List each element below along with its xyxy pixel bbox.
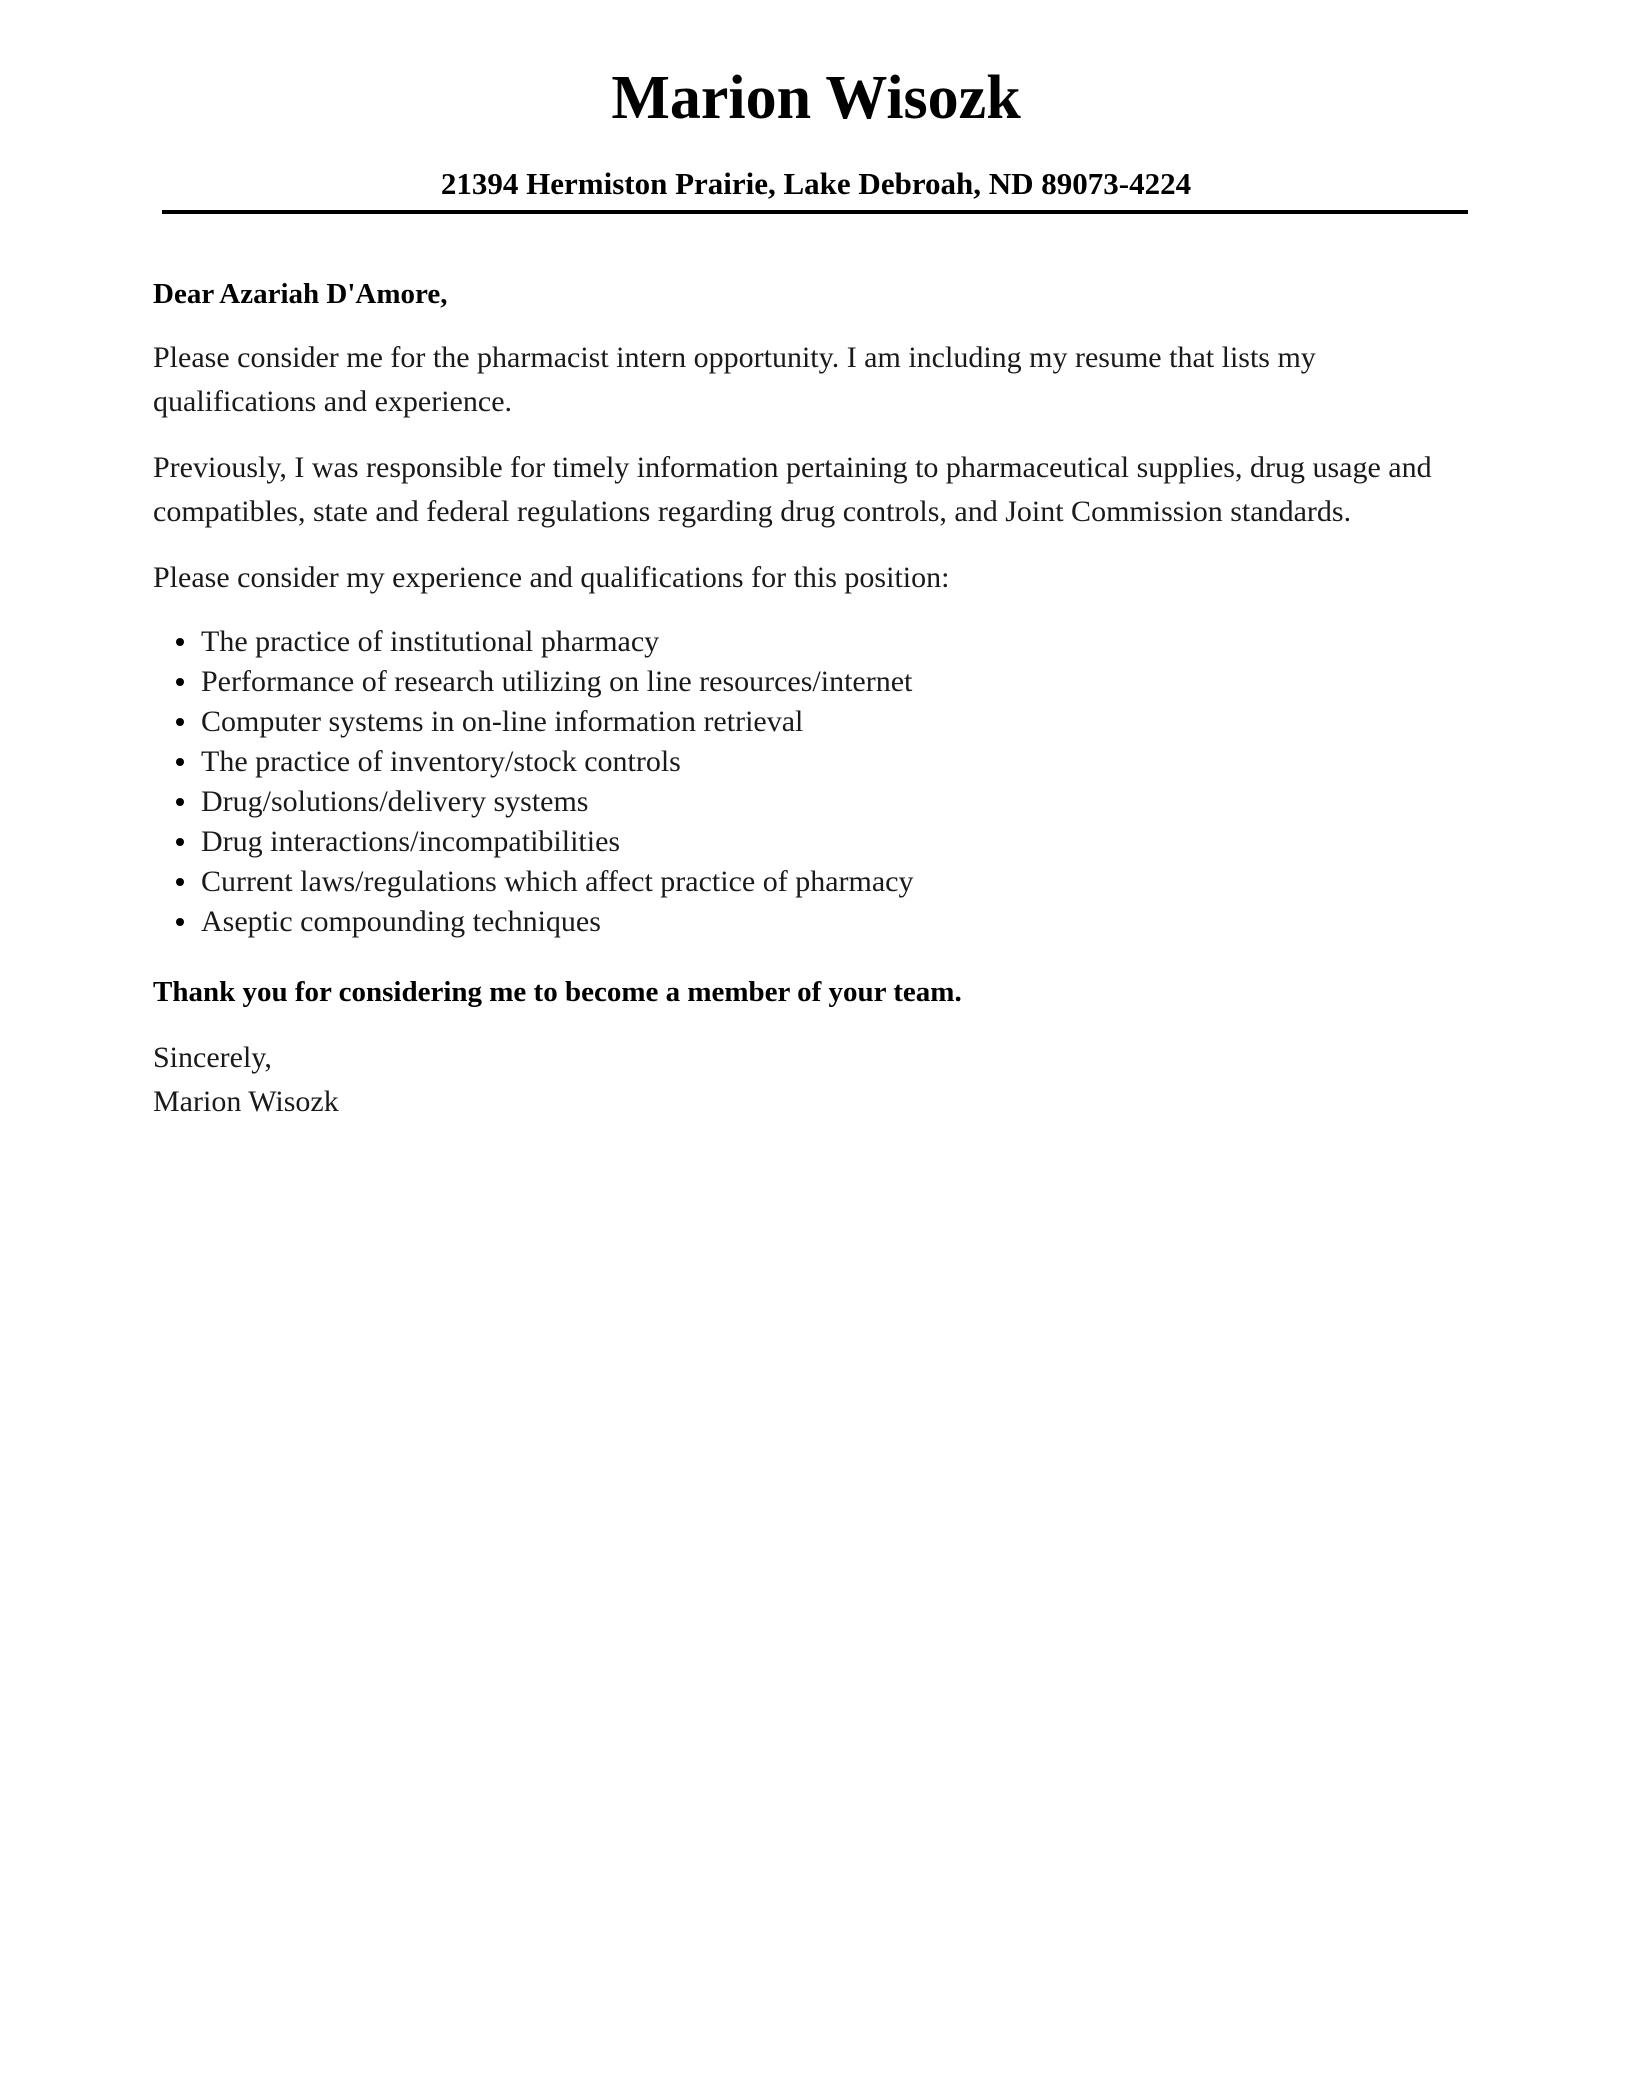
- list-item-text: Performance of research utilizing on line resources/internet: [201, 665, 913, 698]
- paragraph-experience: Previously, I was responsible for timely information pertaining to pharmaceutical supplies, drug usage and compatibles, state and federal regulations regarding drug controls, and Joint Commission standards.: [153, 451, 1432, 528]
- list-item-text: Drug interactions/incompatibilities: [201, 825, 621, 858]
- salutation: Dear Azariah D'Amore,: [153, 278, 448, 310]
- bullet-icon: [176, 878, 184, 886]
- bullet-icon: [176, 718, 184, 726]
- qualifications-list: [153, 622, 1473, 942]
- bullet-icon: [176, 638, 184, 646]
- bullet-icon: [176, 798, 184, 806]
- list-item-text: Computer systems in on-line information retrieval: [201, 705, 804, 738]
- list-item: [201, 702, 1473, 742]
- list-item: [201, 622, 1473, 662]
- list-item: [201, 782, 1473, 822]
- list-item: [201, 822, 1473, 862]
- list-item-text: Current laws/regulations which affect practice of pharmacy: [201, 865, 914, 898]
- paragraph-intro: Please consider me for the pharmacist intern opportunity. I am including my resume that lists my qualifications and experience.: [153, 341, 1316, 418]
- bullet-icon: [176, 838, 184, 846]
- bullet-icon: [176, 758, 184, 766]
- list-item-text: The practice of institutional pharmacy: [201, 625, 660, 658]
- closing-statement: Thank you for considering me to become a member of your team.: [153, 976, 962, 1008]
- list-item: [201, 902, 1473, 942]
- list-item: [201, 662, 1473, 702]
- header-divider: [162, 210, 1468, 214]
- list-item-text: Aseptic compounding techniques: [201, 905, 601, 938]
- bullet-icon: [176, 678, 184, 686]
- list-item: [201, 862, 1473, 902]
- letter-body: [153, 272, 1473, 1124]
- bullet-icon: [176, 918, 184, 926]
- signoff: Sincerely,: [153, 1041, 272, 1074]
- paragraph-qualifications-lead: Please consider my experience and qualifications for this position:: [153, 561, 950, 594]
- applicant-address: 21394 Hermiston Prairie, Lake Debroah, ND 89073-4224: [440, 166, 1192, 201]
- applicant-name-heading: Marion Wisozk: [611, 64, 1021, 132]
- list-item-text: The practice of inventory/stock controls: [201, 745, 681, 778]
- list-item: [201, 742, 1473, 782]
- signature-name: Marion Wisozk: [153, 1085, 339, 1118]
- list-item-text: Drug/solutions/delivery systems: [201, 785, 589, 818]
